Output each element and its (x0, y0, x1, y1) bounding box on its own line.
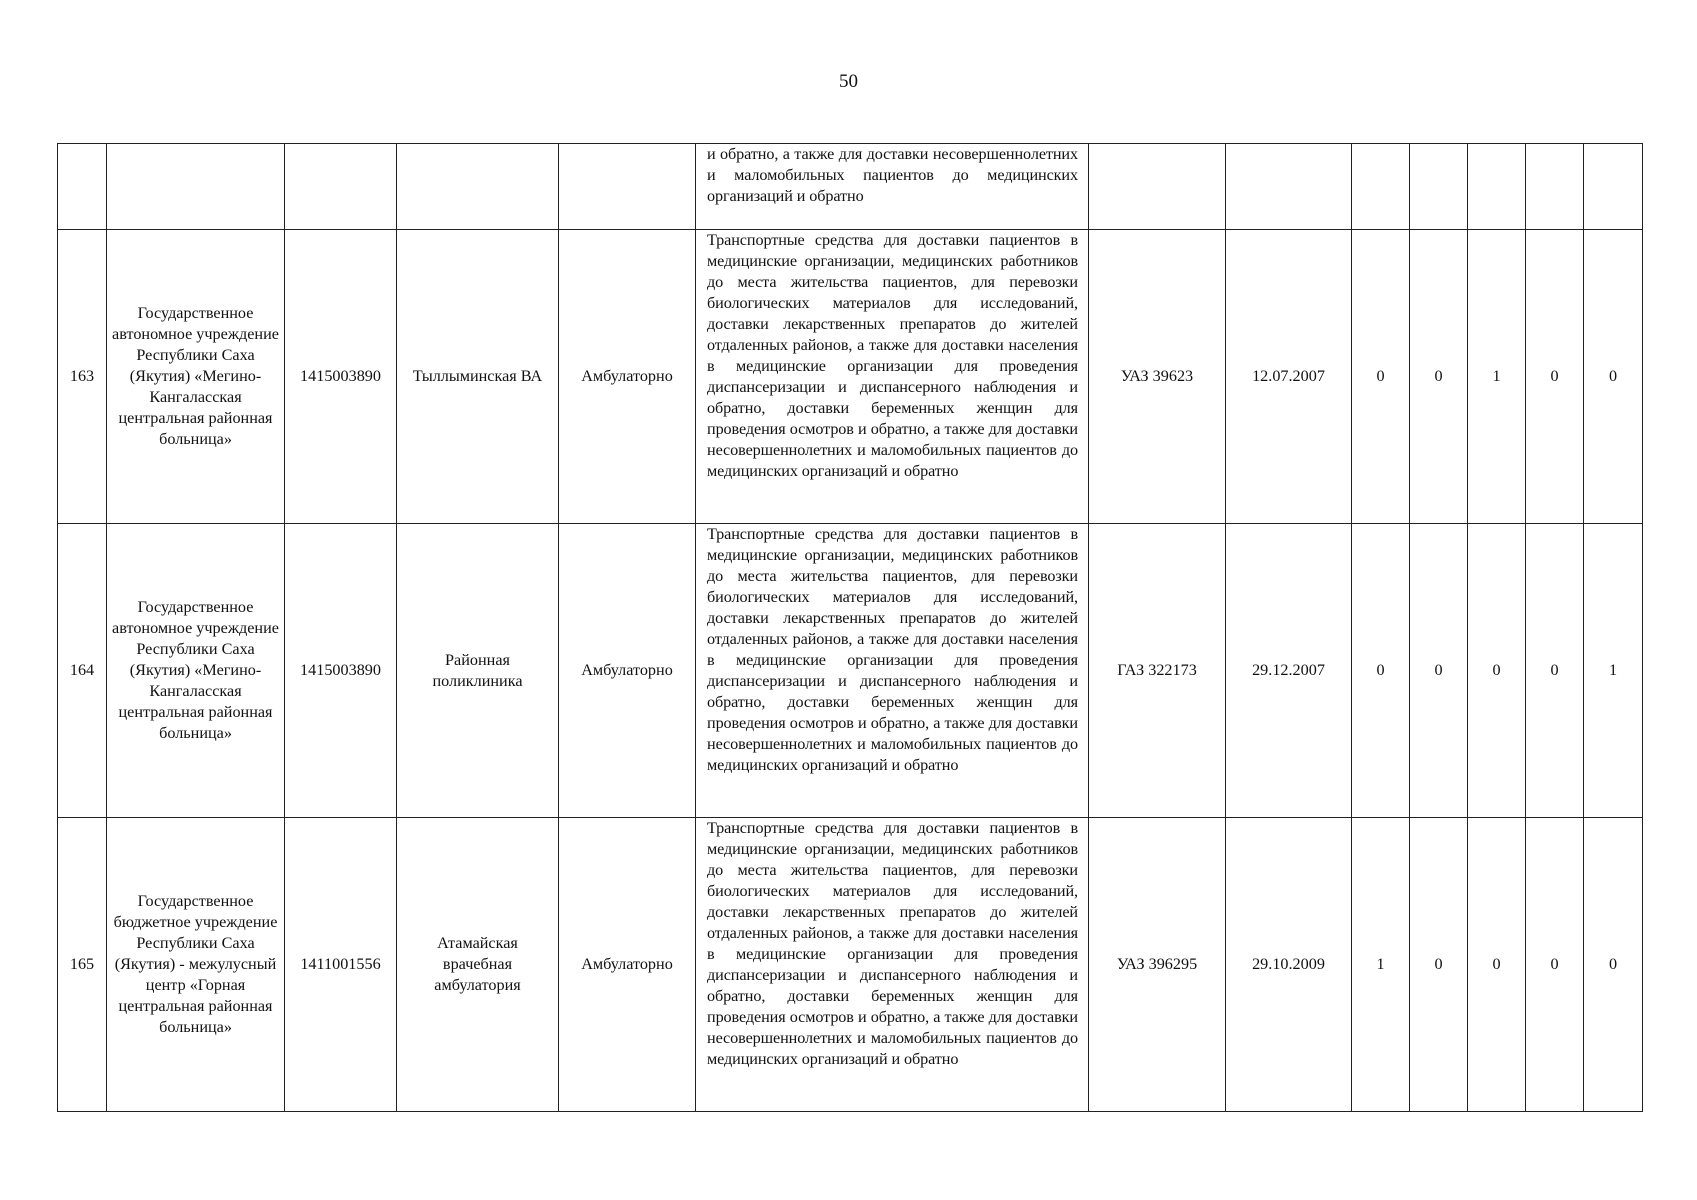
cell-count-5 (1584, 144, 1643, 230)
cell-organization: Государственное автономное учреждение Республики Саха (Якутия) «Мегино-Кангаласская центральная районная больница» (107, 230, 285, 524)
cell-count-5: 0 (1584, 230, 1643, 524)
cell-count-1: 0 (1352, 230, 1410, 524)
cell-unit: Атамайская врачебная амбулатория (397, 818, 559, 1112)
cell-count-3: 0 (1468, 818, 1526, 1112)
cell-organization (107, 144, 285, 230)
cell-inn: 1411001556 (285, 818, 397, 1112)
cell-count-2: 0 (1410, 524, 1468, 818)
cell-organization: Государственное бюджетное учреждение Республики Саха (Якутия) - межулусный центр «Горная центральная районная больница» (107, 818, 285, 1112)
cell-purpose: Транспортные средства для доставки пациентов в медицинские организации, медицинских работников до места жительства пациентов, для перевозки биологических материалов для исследований, доставки лекарственных препаратов до жителей отдаленных районов, а также для доставки населения в медицинские организации для проведения диспансеризации и диспансерного наблюдения и обратно, доставки беременных женщин для проведения осмотров и обратно, а также для доставки несовершеннолетних и маломобильных пациентов до медицинских организаций и обратно (696, 818, 1089, 1112)
cell-purpose: Транспортные средства для доставки пациентов в медицинские организации, медицинских работников до места жительства пациентов, для перевозки биологических материалов для исследований, доставки лекарственных препаратов до жителей отдаленных районов, а также для доставки населения в медицинские организации для проведения диспансеризации и диспансерного наблюдения и обратно, доставки беременных женщин для проведения осмотров и обратно, а также для доставки несовершеннолетних и маломобильных пациентов до медицинских организаций и обратно (696, 524, 1089, 818)
cell-vehicle: ГАЗ 322173 (1089, 524, 1226, 818)
cell-count-4: 0 (1526, 818, 1584, 1112)
cell-count-3: 0 (1468, 524, 1526, 818)
cell-no: 163 (58, 230, 107, 524)
cell-count-4: 0 (1526, 524, 1584, 818)
cell-date: 29.12.2007 (1226, 524, 1352, 818)
cell-care-type: Амбулаторно (559, 818, 696, 1112)
cell-vehicle: УАЗ 39623 (1089, 230, 1226, 524)
cell-unit (397, 144, 559, 230)
cell-organization: Государственное автономное учреждение Республики Саха (Якутия) «Мегино-Кангаласская центральная районная больница» (107, 524, 285, 818)
cell-count-2: 0 (1410, 818, 1468, 1112)
cell-count-5: 0 (1584, 818, 1643, 1112)
cell-care-type: Амбулаторно (559, 524, 696, 818)
cell-inn: 1415003890 (285, 524, 397, 818)
cell-inn (285, 144, 397, 230)
cell-unit: Тыллыминская ВА (397, 230, 559, 524)
cell-date: 29.10.2009 (1226, 818, 1352, 1112)
page-number: 50 (839, 71, 858, 92)
cell-count-4: 0 (1526, 230, 1584, 524)
cell-count-3: 1 (1468, 230, 1526, 524)
cell-count-5: 1 (1584, 524, 1643, 818)
cell-count-2 (1410, 144, 1468, 230)
cell-count-1 (1352, 144, 1410, 230)
cell-date: 12.07.2007 (1226, 230, 1352, 524)
vehicle-registry-table (57, 143, 1643, 1112)
cell-inn: 1415003890 (285, 230, 397, 524)
cell-care-type (559, 144, 696, 230)
cell-vehicle (1089, 144, 1226, 230)
cell-count-4 (1526, 144, 1584, 230)
table-row (58, 818, 1643, 1112)
cell-unit: Районная поликлиника (397, 524, 559, 818)
cell-count-1: 0 (1352, 524, 1410, 818)
table-row (58, 230, 1643, 524)
table-row-continuation (58, 144, 1643, 230)
cell-count-1: 1 (1352, 818, 1410, 1112)
cell-vehicle: УАЗ 396295 (1089, 818, 1226, 1112)
cell-no: 165 (58, 818, 107, 1112)
cell-care-type: Амбулаторно (559, 230, 696, 524)
cell-purpose: Транспортные средства для доставки пациентов в медицинские организации, медицинских работников до места жительства пациентов, для перевозки биологических материалов для исследований, доставки лекарственных препаратов до жителей отдаленных районов, а также для доставки населения в медицинские организации для проведения диспансеризации и диспансерного наблюдения и обратно, доставки беременных женщин для проведения осмотров и обратно, а также для доставки несовершеннолетних и маломобильных пациентов до медицинских организаций и обратно (696, 230, 1089, 524)
cell-purpose: и обратно, а также для доставки несовершеннолетних и маломобильных пациентов до медицинских организаций и обратно (696, 144, 1089, 230)
cell-count-2: 0 (1410, 230, 1468, 524)
table-row (58, 524, 1643, 818)
cell-date (1226, 144, 1352, 230)
cell-no (58, 144, 107, 230)
cell-count-3 (1468, 144, 1526, 230)
cell-no: 164 (58, 524, 107, 818)
